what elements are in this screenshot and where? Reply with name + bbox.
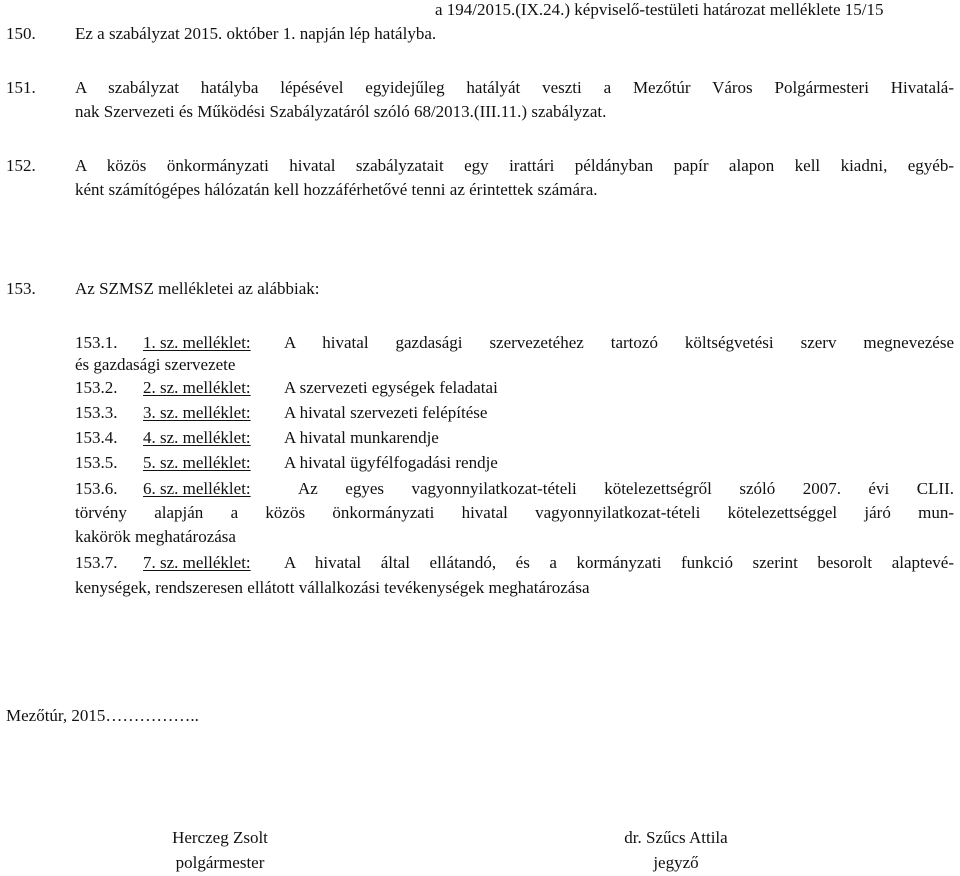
annex-6-line2: törvény alapján a közös önkormányzati hivatal vagyonnyilatkozat-tételi kötelezettséggel járó mun-	[75, 503, 954, 522]
annex-5-number: 153.5.	[75, 453, 118, 472]
annex-4-text: A hivatal munkarendje	[284, 428, 439, 447]
annex-3-number: 153.3.	[75, 403, 118, 422]
annex-2-text: A szervezeti egységek feladatai	[284, 378, 498, 397]
section-152-line1: A közös önkormányzati hivatal szabályzatait egy irattári példányban papír alapon kell kiadni, egyéb-	[75, 156, 954, 175]
section-152-line2: ként számítógépes hálózatán kell hozzáférhetővé tenni az érintettek számára.	[75, 180, 598, 199]
section-150-text: Ez a szabályzat 2015. október 1. napján lép hatályba.	[75, 24, 437, 43]
annex-3-ref[interactable]: 3. sz. melléklet:	[143, 403, 251, 422]
annex-2-ref[interactable]: 2. sz. melléklet:	[143, 378, 251, 397]
annex-1-number: 153.1.	[75, 333, 118, 352]
annex-5-text: A hivatal ügyfélfogadási rendje	[284, 453, 498, 472]
annex-1-line2: és gazdasági szervezete	[75, 355, 236, 374]
section-150-number: 150.	[6, 24, 36, 43]
section-151-line1: A szabályzat hatályba lépésével egyidejűleg hatályát veszti a Mezőtúr Város Polgármesteri Hivatalá-	[75, 78, 954, 97]
annex-5-ref[interactable]: 5. sz. melléklet:	[143, 453, 251, 472]
annex-6-line3: kakörök meghatározása	[75, 527, 236, 546]
annex-7-number: 153.7.	[75, 553, 118, 572]
place-and-date: Mezőtúr, 2015……………..	[6, 706, 199, 725]
annex-6-line1: Az egyes vagyonnyilatkozat-tételi kötelezettségről szóló 2007. évi CLII.	[298, 479, 954, 498]
annex-4-ref[interactable]: 4. sz. melléklet:	[143, 428, 251, 447]
annex-4-number: 153.4.	[75, 428, 118, 447]
annex-6-ref[interactable]: 6. sz. melléklet:	[143, 479, 251, 498]
annex-1-ref[interactable]: 1. sz. melléklet:	[143, 333, 251, 352]
signature-2-title: jegyző	[653, 853, 699, 872]
annex-3-text: A hivatal szervezeti felépítése	[284, 403, 488, 422]
annex-1-line1: A hivatal gazdasági szervezetéhez tartozó költségvetési szerv megnevezése	[284, 333, 954, 352]
annex-2-number: 153.2.	[75, 378, 118, 397]
section-153-number: 153.	[6, 279, 36, 298]
section-151-number: 151.	[6, 78, 36, 97]
annex-7-line2: kenységek, rendszeresen ellátott vállalkozási tevékenységek meghatározása	[75, 578, 590, 597]
section-151-line2: nak Szervezeti és Működési Szabályzatáról szóló 68/2013.(III.11.) szabályzat.	[75, 102, 607, 121]
document-header: a 194/2015.(IX.24.) képviselő-testületi határozat melléklete 15/15	[435, 0, 884, 19]
annex-7-line1: A hivatal által ellátandó, és a kormányzati funkció szerint besorolt alaptevé-	[284, 553, 954, 572]
annex-7-ref[interactable]: 7. sz. melléklet:	[143, 553, 251, 572]
section-153-text: Az SZMSZ mellékletei az alábbiak:	[75, 279, 320, 298]
annex-6-number: 153.6.	[75, 479, 118, 498]
section-152-number: 152.	[6, 156, 36, 175]
signature-2-name: dr. Szűcs Attila	[624, 828, 728, 847]
signature-1-name: Herczeg Zsolt	[172, 828, 268, 847]
signature-1-title: polgármester	[175, 853, 265, 872]
